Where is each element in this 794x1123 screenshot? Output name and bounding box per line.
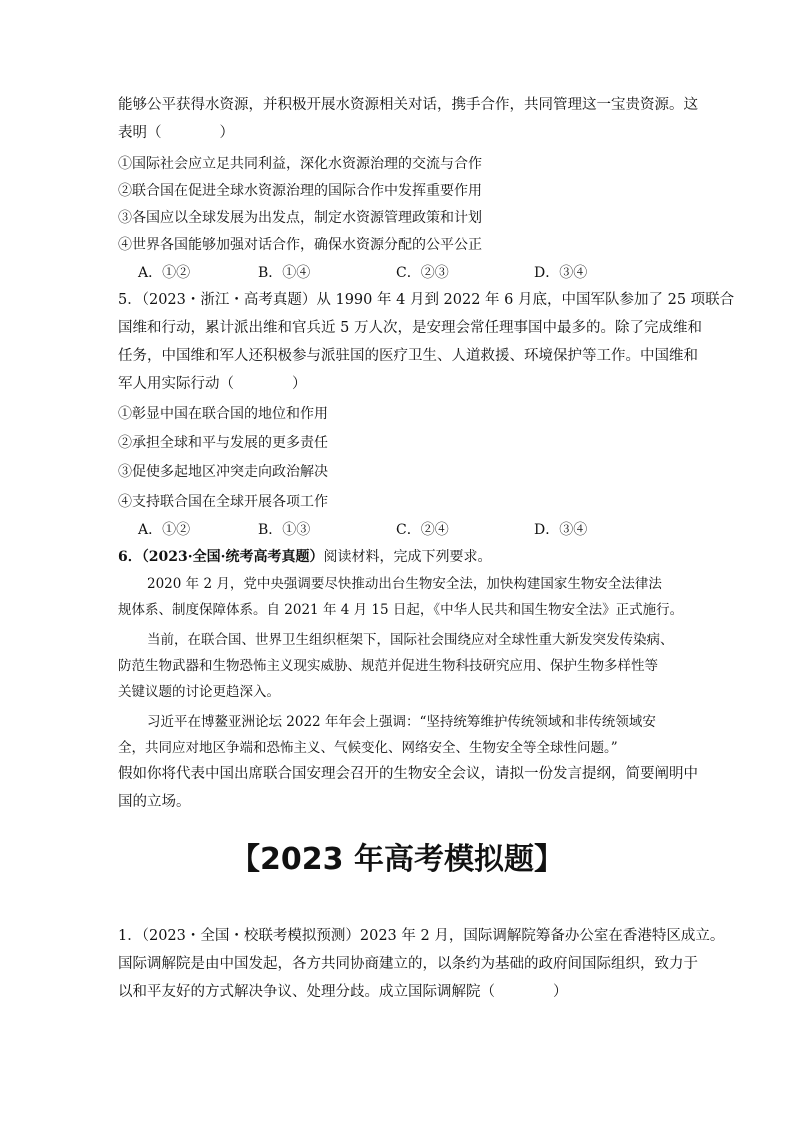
q5-stem-line1: 5．（2023・浙江・高考真题）从 1990 年 4 月到 2022 年 6 月底，中国军队参加了 25 项联合 — [118, 292, 735, 308]
m1-stem-line3: 以和平友好的方式解决争议、处理分歧。成立国际调解院（ ） — [118, 984, 568, 1000]
q5-option-d[interactable]: D．③④ — [534, 522, 588, 538]
q5-option-b[interactable]: B．①③ — [258, 522, 311, 538]
q4-item-4: ④世界各国能够加强对话合作，确保水资源分配的公平公正 — [118, 237, 482, 253]
q6-requirement-line1: 假如你将代表中国出席联合国安理会召开的生物安全会议，请拟一份发言提纲，简要阐明中 — [118, 766, 698, 782]
q4-option-c[interactable]: C．②③ — [396, 265, 449, 281]
q5-item-1: ①彰显中国在联合国的地位和作用 — [118, 406, 328, 422]
q6-material-2-line3: 关键议题的讨论更趋深入。 — [118, 684, 280, 700]
q5-item-3: ③促使多起地区冲突走向政治解决 — [118, 464, 328, 480]
m1-stem-line2: 国际调解院是由中国发起，各方共同协商建立的，以条约为基础的政府间国际组织，致力于 — [118, 956, 698, 972]
q4-option-b[interactable]: B．①④ — [258, 265, 311, 281]
q6-material-1-line2: 规体系、制度保障体系。自 2021 年 4 月 15 日起，《中华人民共和国生物安全法》正式施行。 — [118, 602, 684, 618]
q6-material-3-line2: 全，共同应对地区争端和恐怖主义、气候变化、网络安全、生物安全等全球性问题。” — [118, 740, 618, 756]
q5-item-2: ②承担全球和平与发展的更多责任 — [118, 435, 328, 451]
q4-stem-line1: 能够公平获得水资源，并积极开展水资源相关对话，携手合作，共同管理这一宝贵资源。这 — [118, 97, 698, 113]
q5-stem-line2: 国维和行动，累计派出维和官兵近 5 万人次，是安理会常任理事国中最多的。除了完成维和 — [118, 320, 702, 336]
q5-stem-line3: 任务，中国维和军人还积极参与派驻国的医疗卫生、人道救援、环境保护等工作。中国维和 — [118, 348, 698, 364]
q4-option-d[interactable]: D．③④ — [534, 265, 588, 281]
q4-item-1: ①国际社会应立足共同利益，深化水资源治理的交流与合作 — [118, 156, 482, 172]
q6-heading — [118, 547, 491, 567]
section-title: 【2023 年高考模拟题】 — [230, 842, 564, 877]
q6-source: 6．（2023·全国·统考高考真题） — [118, 549, 324, 565]
q4-item-3: ③各国应以全球发展为出发点，制定水资源管理政策和计划 — [118, 210, 482, 226]
q5-option-c[interactable]: C．②④ — [396, 522, 449, 538]
q6-material-3-line1: 习近平在博鳌亚洲论坛 2022 年年会上强调：“坚持统筹维护传统领域和非传统领域安 — [147, 714, 656, 730]
q6-requirement-line2: 国的立场。 — [118, 794, 191, 810]
q6-material-2-line1: 当前，在联合国、世界卫生组织框架下，国际社会围绕应对全球性重大新发突发传染病、 — [147, 632, 674, 648]
q5-item-4: ④支持联合国在全球开展各项工作 — [118, 494, 328, 510]
q5-stem-line4: 军人用实际行动（ ） — [118, 376, 307, 392]
q5-option-a[interactable]: A．①② — [138, 522, 191, 538]
q6-instruction: 阅读材料，完成下列要求。 — [323, 549, 492, 565]
q4-stem-line2: 表明（ ） — [118, 125, 234, 141]
q4-item-2: ②联合国在促进全球水资源治理的国际合作中发挥重要作用 — [118, 183, 482, 199]
q6-material-1-line1: 2020 年 2 月，党中央强调要尽快推动出台生物安全法，加快构建国家生物安全法律法 — [147, 576, 662, 592]
q4-option-a[interactable]: A．①② — [138, 265, 191, 281]
m1-stem-line1: 1．（2023・全国・校联考模拟预测）2023 年 2 月，国际调解院筹备办公室在香港特区成立。 — [118, 928, 725, 944]
q6-material-2-line2: 防范生物武器和生物恐怖主义现实威胁、规范并促进生物科技研究应用、保护生物多样性等 — [118, 658, 658, 674]
